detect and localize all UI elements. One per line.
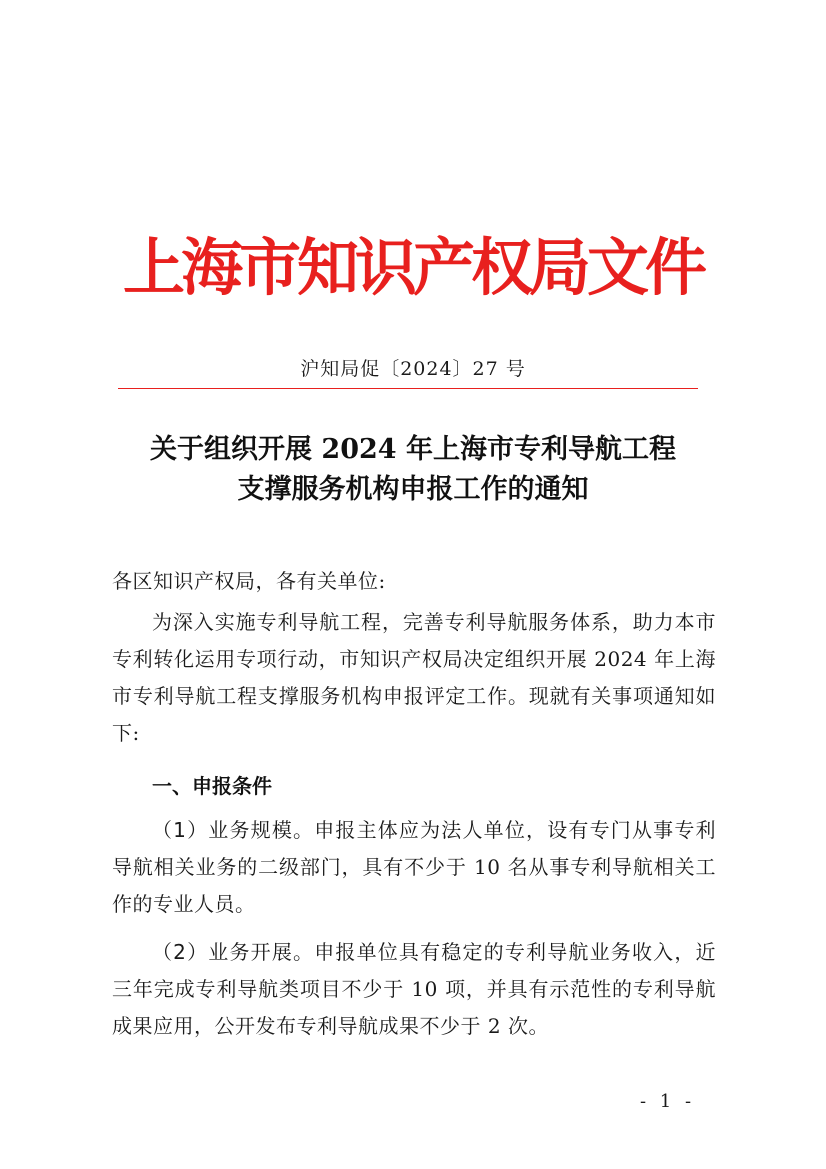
notice-title [0, 430, 826, 510]
condition-item-2 [112, 934, 716, 1045]
page-number: - 1 - [640, 1091, 696, 1112]
notice-title-line-1: 关于组织开展 2024 年上海市专利导航工程 [150, 434, 676, 465]
item-2-text: 业务开展。申报单位具有稳定的专利导航业务收入，近三年完成专利导航类项目不少于 10 项，并具有示范性的专利导航成果应用，公开发布专利导航成果不少于 2 次。 [112, 940, 716, 1038]
section-heading: 一、申报条件 [152, 774, 272, 798]
intro-paragraph: 为深入实施专利导航工程，完善专利导航服务体系，助力本市专利转化运用专项行动，市知识产权局决定组织开展 2024 年上海市专利导航工程支撑服务机构申报评定工作。现就有关事项通知如下: [112, 610, 716, 745]
document-number: 沪知局促〔2024〕27 号 [300, 358, 526, 380]
red-divider-line [118, 388, 698, 389]
item-1-text: 业务规模。申报主体应为法人单位，设有专门从事专利导航相关业务的二级部门，具有不少于 10 名从事专利导航相关工作的专业人员。 [112, 818, 716, 916]
notice-title-line-2: 支撑服务机构申报工作的通知 [237, 474, 589, 505]
salutation: 各区知识产权局，各有关单位: [112, 569, 386, 593]
item-1-label: （1） [152, 818, 209, 842]
condition-item-1 [112, 812, 716, 923]
item-2-label: （2） [152, 940, 209, 964]
issuing-authority-header: 上海市知识产权局文件 [122, 231, 703, 304]
